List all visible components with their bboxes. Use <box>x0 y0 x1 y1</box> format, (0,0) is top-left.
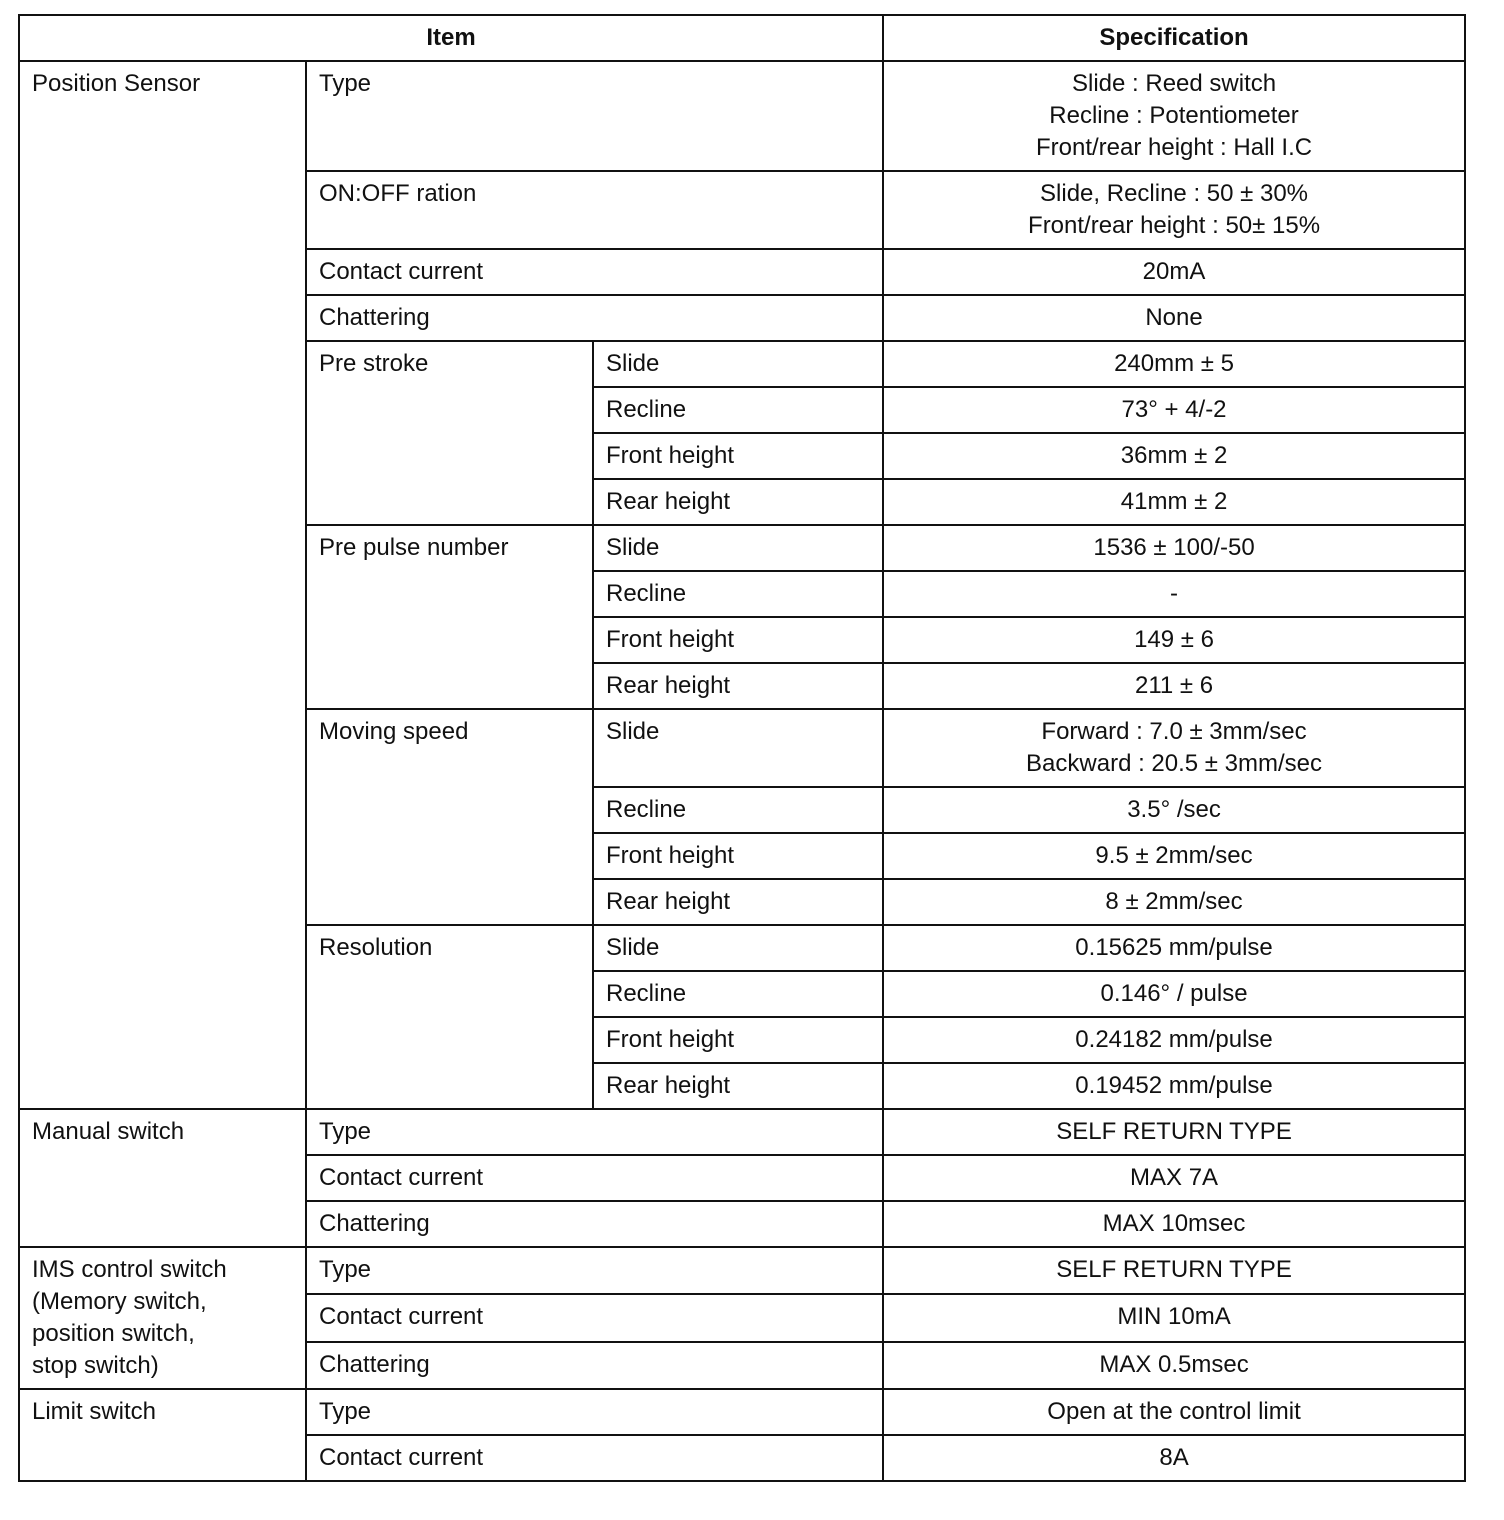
spec-table <box>18 14 1466 1482</box>
table-row <box>19 1109 1465 1155</box>
spec-value: 41mm ± 2 <box>883 479 1465 525</box>
spec-value: 0.19452 mm/pulse <box>883 1063 1465 1109</box>
sub-item-label: Slide <box>593 525 883 571</box>
sub-item-label: Slide <box>593 709 883 787</box>
table-row <box>19 1247 1465 1294</box>
group-ims-control-switch: IMS control switch (Memory switch, position switch, stop switch) <box>19 1247 306 1389</box>
table-row <box>19 61 1465 171</box>
spec-value: 1536 ± 100/-50 <box>883 525 1465 571</box>
spec-value: MAX 0.5msec <box>883 1342 1465 1389</box>
item-label: Type <box>306 61 883 171</box>
spec-value: SELF RETURN TYPE <box>883 1247 1465 1294</box>
item-label: Type <box>306 1247 883 1294</box>
group-limit-switch: Limit switch <box>19 1389 306 1481</box>
spec-value: 0.15625 mm/pulse <box>883 925 1465 971</box>
group-manual-switch: Manual switch <box>19 1109 306 1247</box>
item-label: Chattering <box>306 295 883 341</box>
item-label: Chattering <box>306 1342 883 1389</box>
spec-value: Slide, Recline : 50 ± 30% Front/rear height : 50± 15% <box>883 171 1465 249</box>
spec-value: 149 ± 6 <box>883 617 1465 663</box>
item-label: Resolution <box>306 925 593 1109</box>
spec-value: SELF RETURN TYPE <box>883 1109 1465 1155</box>
spec-value: 240mm ± 5 <box>883 341 1465 387</box>
sub-item-label: Rear height <box>593 479 883 525</box>
sub-item-label: Rear height <box>593 663 883 709</box>
item-label: Contact current <box>306 1294 883 1341</box>
spec-value: MAX 7A <box>883 1155 1465 1201</box>
item-label: Contact current <box>306 249 883 295</box>
spec-value: - <box>883 571 1465 617</box>
sub-item-label: Front height <box>593 1017 883 1063</box>
spec-value: 211 ± 6 <box>883 663 1465 709</box>
sub-item-label: Slide <box>593 925 883 971</box>
spec-value: None <box>883 295 1465 341</box>
spec-value: MIN 10mA <box>883 1294 1465 1341</box>
spec-value: 3.5° /sec <box>883 787 1465 833</box>
sub-item-label: Recline <box>593 787 883 833</box>
sub-item-label: Front height <box>593 833 883 879</box>
item-label: Chattering <box>306 1201 883 1247</box>
spec-value: Forward : 7.0 ± 3mm/sec Backward : 20.5 ± 3mm/sec <box>883 709 1465 787</box>
item-label: ON:OFF ration <box>306 171 883 249</box>
sub-item-label: Front height <box>593 617 883 663</box>
sub-item-label: Recline <box>593 971 883 1017</box>
item-label: Contact current <box>306 1155 883 1201</box>
group-position-sensor: Position Sensor <box>19 61 306 1109</box>
spec-value: 0.24182 mm/pulse <box>883 1017 1465 1063</box>
sub-item-label: Recline <box>593 571 883 617</box>
spec-value: 36mm ± 2 <box>883 433 1465 479</box>
spec-value: 9.5 ± 2mm/sec <box>883 833 1465 879</box>
item-label: Moving speed <box>306 709 593 925</box>
spec-value: 20mA <box>883 249 1465 295</box>
item-label: Pre stroke <box>306 341 593 525</box>
spec-value: 73° + 4/-2 <box>883 387 1465 433</box>
spec-value: 8A <box>883 1435 1465 1481</box>
sub-item-label: Slide <box>593 341 883 387</box>
spec-value: 8 ± 2mm/sec <box>883 879 1465 925</box>
item-label: Type <box>306 1389 883 1435</box>
item-label: Type <box>306 1109 883 1155</box>
sub-item-label: Recline <box>593 387 883 433</box>
spec-value: Open at the control limit <box>883 1389 1465 1435</box>
item-label: Pre pulse number <box>306 525 593 709</box>
item-label: Contact current <box>306 1435 883 1481</box>
table-row <box>19 1389 1465 1435</box>
sub-item-label: Front height <box>593 433 883 479</box>
header-specification: Specification <box>883 15 1465 61</box>
header-item: Item <box>19 15 883 61</box>
spec-value: Slide : Reed switch Recline : Potentiometer Front/rear height : Hall I.C <box>883 61 1465 171</box>
sub-item-label: Rear height <box>593 1063 883 1109</box>
sub-item-label: Rear height <box>593 879 883 925</box>
spec-value: 0.146° / pulse <box>883 971 1465 1017</box>
spec-value: MAX 10msec <box>883 1201 1465 1247</box>
header-row <box>19 15 1465 61</box>
